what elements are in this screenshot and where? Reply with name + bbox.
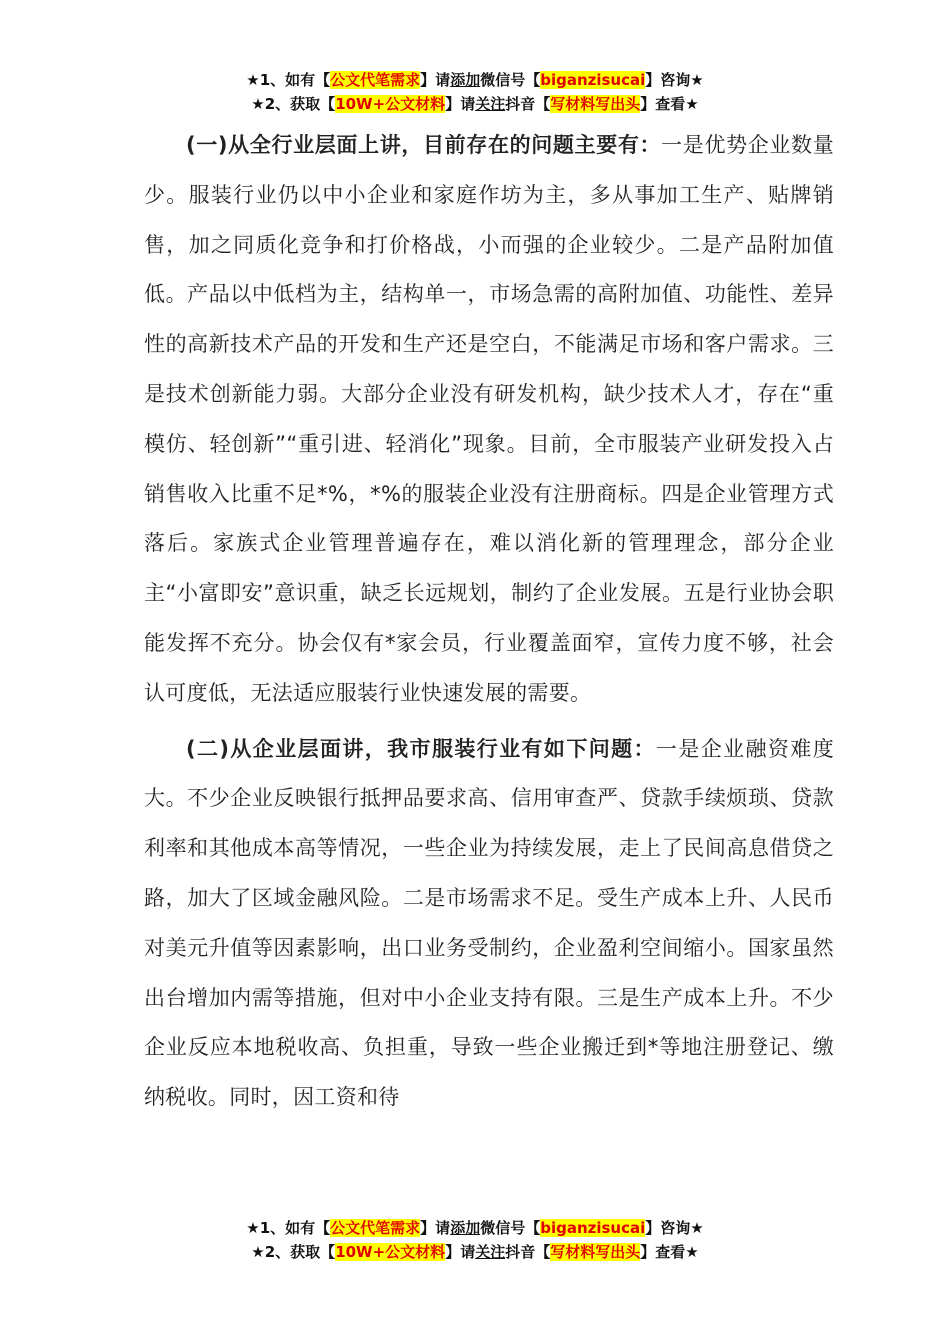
header-highlight-service: 公文代笔需求 [330,71,421,89]
header-line-1-text: 】请 [420,71,451,89]
footer-line-1-text: 】请 [420,1219,451,1237]
header-line-2-suffix: 】查看★ [640,95,699,113]
section-2-text: 一是企业融资难度大。不少企业反映银行抵押品要求高、信用审查严、贷款手续烦琐、贷款利率和其他成本高等情况，一些企业为持续发展，走上了民间高息借贷之路，加大了区域金融风险。二是市场需求不足。受生产成本上升、人民币对美元升值等因素影响，出口业务受制约，企业盈利空间缩小。国家虽然出台增加内需等措施，但对中小企业支持有限。三是生产成本上升。不少企业反应本地税收高、负担重，导致一些企业搬迁到*等地注册登记、缴纳税收。同时，因工资和待 [144,736,834,1110]
header-line-2 [0,92,950,116]
footer-line-2-suffix: 】查看★ [640,1243,699,1261]
header-underline-add: 添加 [450,71,481,89]
footer-line-1-suffix: 】咨询★ [645,1219,704,1237]
section-1-heading: (一)从全行业层面上讲，目前存在的问题主要有： [186,133,662,157]
header-underline-follow: 关注 [475,95,506,113]
footer-line-1-wechat-label: 微信号【 [480,1219,541,1237]
footer-line-2-text: 】请 [445,1243,476,1261]
header-line-1-prefix: ★1、如有【 [246,71,331,89]
header-line-2-text: 】请 [445,95,476,113]
header-line-1 [0,68,950,92]
paragraph-section-1 [144,121,834,719]
header-highlight-wechat-id: biganzisucai [540,71,646,89]
footer-underline-follow: 关注 [475,1243,506,1261]
document-body [144,121,834,1123]
footer-line-2 [0,1240,950,1264]
header-line-2-prefix: ★2、获取【 [251,95,336,113]
footer-line-2-prefix: ★2、获取【 [251,1243,336,1261]
footer-banner [0,1216,950,1264]
footer-highlight-douyin-account: 写材料写出头 [550,1243,641,1261]
header-line-1-suffix: 】咨询★ [645,71,704,89]
header-highlight-materials: 10W+公文材料 [335,95,446,113]
section-1-text: 一是优势企业数量少。服装行业仍以中小企业和家庭作坊为主，多从事加工生产、贴牌销售，加之同质化竞争和打价格战，小而强的企业较少。二是产品附加值低。产品以中低档为主，结构单一，市场急需的高附加值、功能性、差异性的高新技术产品的开发和生产还是空白，不能满足市场和客户需求。三是技术创新能力弱。大部分企业没有研发机构，缺少技术人才，存在“重模仿、轻创新”“重引进、轻消化”现象。目前，全市服装产业研发投入占销售收入比重不足*%，*%的服装企业没有注册商标。四是企业管理方式落后。家族式企业管理普遍存在，难以消化新的管理理念，部分企业主“小富即安”意识重，缺乏长远规划，制约了企业发展。五是行业协会职能发挥不充分。协会仅有*家会员，行业覆盖面窄，宣传力度不够，社会认可度低，无法适应服装行业快速发展的需要。 [144,133,835,705]
header-banner [0,68,950,116]
footer-highlight-service: 公文代笔需求 [330,1219,421,1237]
footer-underline-add: 添加 [450,1219,481,1237]
footer-highlight-materials: 10W+公文材料 [335,1243,446,1261]
header-line-1-wechat-label: 微信号【 [480,71,541,89]
footer-line-1 [0,1216,950,1240]
footer-line-2-douyin-label: 抖音【 [505,1243,551,1261]
paragraph-section-2 [144,725,834,1123]
section-2-heading: (二)从企业层面讲，我市服装行业有如下问题： [186,736,656,761]
header-highlight-douyin-account: 写材料写出头 [550,95,641,113]
footer-line-1-prefix: ★1、如有【 [246,1219,331,1237]
header-line-2-douyin-label: 抖音【 [505,95,551,113]
footer-highlight-wechat-id: biganzisucai [540,1219,646,1237]
